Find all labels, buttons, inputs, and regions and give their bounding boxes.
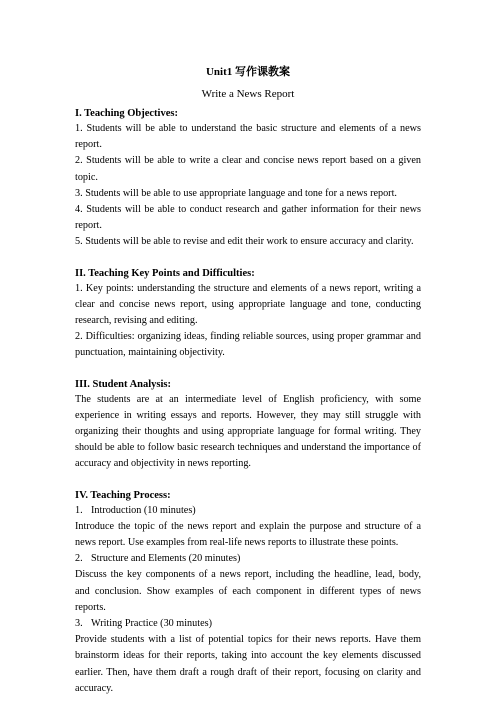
document-subtitle: Write a News Report [201, 88, 295, 100]
student-analysis-text: The students are at an intermediate level of English proficiency, with some experience in writing essays and reports. However, they may still struggle with organizing their thoughts and using appropriate language for formal writing. They should be able to follow basic research techniques and understand the importance of accuracy and objectivity in news reporting. [75, 393, 421, 470]
section-heading-teaching-process: IV. Teaching Process: [75, 489, 171, 501]
process-step-text: Introduce the topic of the news report and explain the purpose and structure of a news report. Use examples from real-life news reports to illustrate these points. [75, 520, 421, 549]
process-step-title [75, 503, 421, 519]
process-step-title [75, 551, 421, 567]
process-step-text: Provide students with a list of potential topics for their news reports. Have them brainstorm ideas for their reports, taking into account the key elements discussed earlier. Then, have them draft a rough draft of their report, focusing on clarity and accuracy. [75, 634, 421, 694]
process-step-title [75, 616, 421, 632]
objective-item: 1. Students will be able to understand the basic structure and elements of a news report. [75, 123, 421, 151]
step-title: Structure and Elements (20 minutes) [91, 553, 241, 565]
section-spacer [75, 473, 421, 488]
step-title: Writing Practice (30 minutes) [91, 618, 212, 630]
step-number: 1. [75, 504, 83, 516]
section-heading-key-points: II. Teaching Key Points and Difficulties: [75, 267, 255, 279]
document-page [75, 64, 421, 697]
objective-item: 3. Students will be able to use appropriate language and tone for a news report. [75, 187, 397, 199]
step-number: 2. [75, 553, 83, 565]
key-point-item: 2. Difficulties: organizing ideas, finding reliable sources, using proper grammar and punctuation, maintaining objectivity. [75, 331, 421, 359]
process-step-text: Discuss the key components of a news report, including the headline, lead, body, and conclusion. Show examples of each component in different types of news reports. [75, 569, 421, 613]
key-point-item: 1. Key points: understanding the structure and elements of a news report, writing a clear and concise news report, using appropriate language and tone, conducting research, revising and editing. [75, 282, 421, 327]
objective-item: 5. Students will be able to revise and edit their work to ensure accuracy and clarity. [75, 236, 414, 248]
section-spacer [75, 251, 421, 266]
section-spacer [75, 362, 421, 377]
section-heading-student-analysis: III. Student Analysis: [75, 378, 171, 390]
objective-item: 2. Students will be able to write a clear and concise news report based on a given topic. [75, 155, 421, 183]
section-heading-objectives: I. Teaching Objectives: [75, 108, 178, 119]
document-title: Unit1 写作课教案 [205, 66, 291, 78]
objective-item: 4. Students will be able to conduct research and gather information for their news report. [75, 204, 421, 232]
step-number: 3. [75, 618, 83, 630]
step-title: Introduction (10 minutes) [91, 504, 196, 516]
